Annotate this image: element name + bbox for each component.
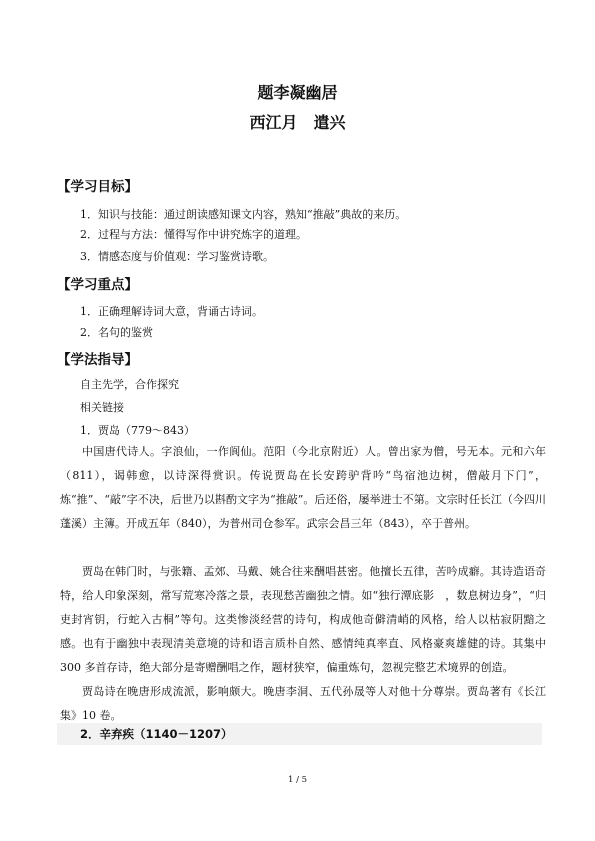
method-item: 自主先学，合作探究 [80,378,179,391]
focus-item: 1．正确理解诗词大意，背诵古诗词。 [80,305,263,318]
focus-item: 2．名句的鉴赏 [80,326,153,339]
goal-item: 2．过程与方法：懂得写作中讲究炼字的道理。 [80,228,307,241]
method-item: 1．贾岛（779～843） [80,424,195,437]
poem-title: 题李凝幽居 [257,83,338,102]
paragraph-influence: 贾岛诗在晚唐形成流派，影响颇大。晚唐李洞、五代孙晟等人对他十分尊崇。贾岛著有《长江集》10 卷。 [60,685,546,722]
paragraph-style: 贾岛在韩门时，与张籍、孟郊、马戴、姚合往来酬唱甚密。他擅长五律，苦吟成癖。其诗造语奇特，给人印象深刻，常写荒寒冷落之景，表现愁苦幽独之情。如“独行潭底影 ，数息树边身”，“归吏封宵钥，行蛇入古桐”等句。这类惨淡经营的诗句，构成他奇僻清峭的风格，给人以枯寂阴黯之感。也有于幽独中表现清美意境的诗和语言质朴自然、感情纯真率直、风格豪爽雄健的诗。其集中 300 多首存诗，绝大部分是寄赠酬唱之作，题材狭窄，偏重炼句，忽视完整艺术境界的创造。 [60,565,546,674]
goal-item: 3．情感态度与价值观：学习鉴赏诗歌。 [80,250,274,263]
page-number: 1 / 5 [287,775,308,785]
poem-subtitle: 西江月 遣兴 [249,113,346,132]
paragraph-biography: 中国唐代诗人。字浪仙，一作阆仙。范阳（今北京附近）人。曾出家为僧，号无本。元和六年（811），谒韩愈，以诗深得赏识。传说贾岛在长安跨驴背吟“鸟宿池边树，僧敲月下门”，炼“推”、“敲”字不决，后世乃以斟酌文字为“推敲”。后还俗，屡举进士不第。文宗时任长江（今四川蓬溪）主簿。开成五年（840），为普州司仓参军。武宗会昌三年（843），卒于普州。 [60,445,546,530]
goal-item: 1．知识与技能：通过朗读感知课文内容，熟知“推敲”典故的来历。 [80,208,407,221]
section-heading-method: 【学法指导】 [57,352,138,368]
next-item-heading: 2．辛弃疾（1140－1207） [57,723,542,745]
method-item: 相关链接 [80,401,124,414]
section-heading-focus: 【学习重点】 [57,277,138,293]
section-heading-goals: 【学习目标】 [57,179,138,195]
